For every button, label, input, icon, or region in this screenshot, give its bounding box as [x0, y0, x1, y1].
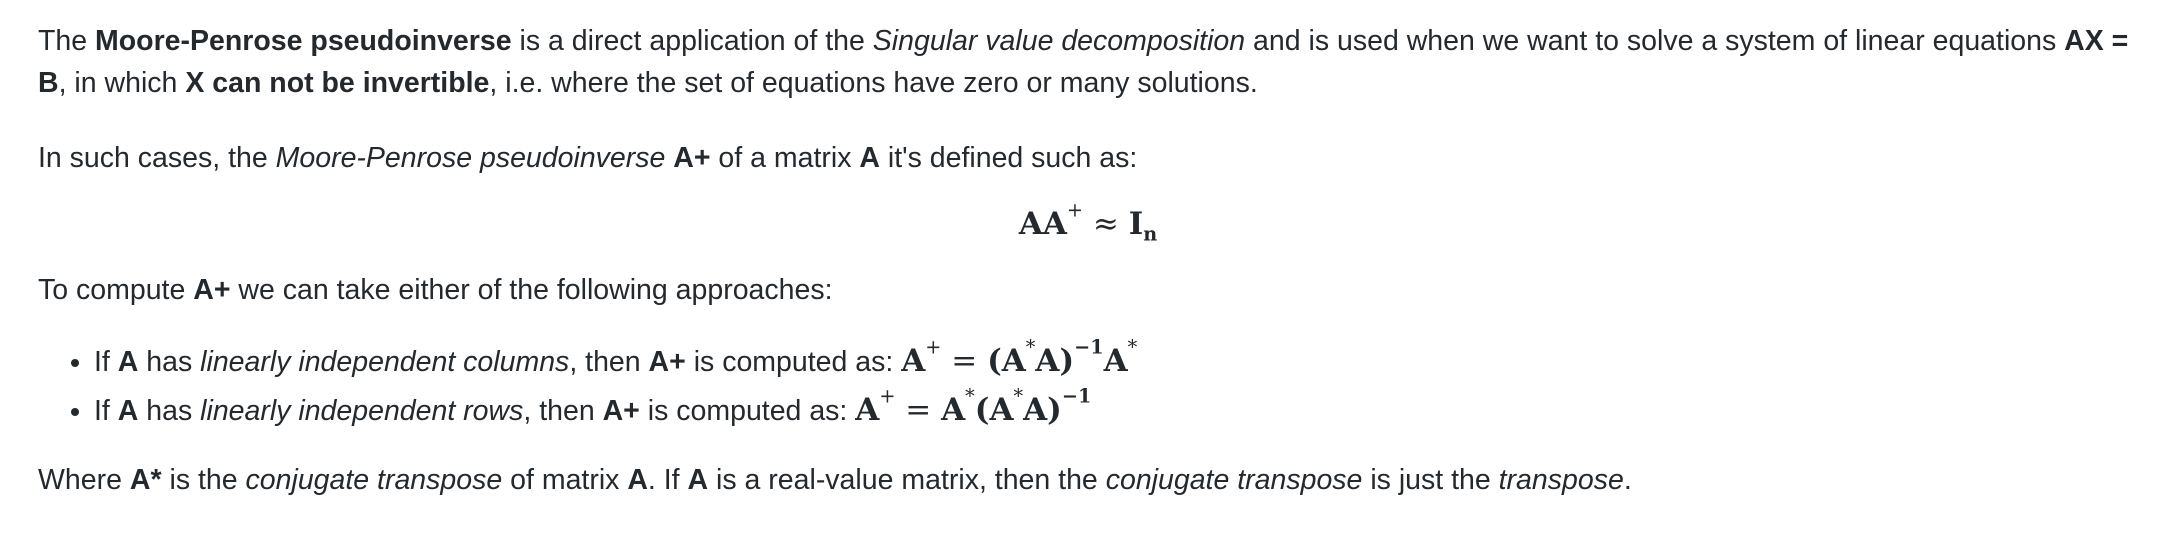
math-star: *	[965, 384, 975, 408]
eq-plus: +	[1066, 198, 1084, 222]
term-a: A	[859, 142, 880, 174]
paragraph-approaches	[38, 269, 2148, 311]
math-inverse: −1	[1074, 335, 1104, 359]
eq-subscript: n	[1143, 222, 1158, 246]
text: is just the	[1362, 464, 1499, 496]
math-star: *	[1127, 335, 1138, 359]
math-star: *	[1025, 335, 1036, 359]
term-a-plus: A+	[673, 142, 711, 174]
equation-ax-b: AX = B	[38, 25, 2129, 99]
text: The	[38, 25, 96, 57]
math-equals: =	[895, 392, 942, 428]
text: is computed as:	[639, 395, 856, 427]
formula-rows	[855, 384, 1092, 428]
text: Where	[38, 464, 130, 496]
text: is computed as:	[685, 346, 902, 378]
list-item	[94, 386, 2148, 435]
math-a: A	[1103, 343, 1128, 379]
term-moore-penrose: Moore-Penrose pseudoinverse	[275, 142, 666, 174]
math-a: A	[901, 343, 926, 379]
term-a-plus: A+	[648, 346, 686, 378]
paragraph-conjugate	[38, 459, 2148, 501]
text: , in which	[58, 67, 186, 99]
text: is a direct application of the	[511, 25, 873, 57]
math-a: A	[941, 392, 966, 428]
math-a: A	[855, 392, 880, 428]
term-a: A	[117, 346, 139, 378]
text: , then	[523, 395, 603, 427]
term-transpose: transpose	[1498, 464, 1624, 496]
math-plus: +	[925, 335, 942, 359]
term-independent-rows: linearly independent rows	[200, 395, 524, 427]
display-equation	[38, 198, 2148, 247]
math-equals: =	[941, 343, 988, 379]
formula-columns	[901, 335, 1138, 379]
term-not-invertible: X can not be invertible	[185, 67, 490, 99]
eq-lhs: AA	[1018, 206, 1067, 242]
math-close: A)	[1035, 343, 1075, 379]
math-close: A)	[1023, 392, 1062, 428]
text: .	[1623, 464, 1632, 496]
text: and is used when we want to solve a system of linear equations	[1245, 25, 2065, 57]
term-moore-penrose: Moore-Penrose pseudoinverse	[95, 25, 512, 57]
approaches-list	[38, 337, 2148, 435]
term-a: A	[117, 395, 139, 427]
text: , i.e. where the set of equations have zero or many solutions.	[489, 67, 1258, 99]
list-item	[94, 337, 2148, 386]
math-inverse: −1	[1061, 384, 1092, 408]
term-a-plus: A+	[602, 395, 640, 427]
paragraph-definition	[38, 137, 2148, 179]
math-plus: +	[879, 384, 896, 408]
term-a: A	[627, 464, 648, 496]
text: has	[138, 346, 201, 378]
term-a: A	[687, 464, 709, 496]
text: To compute	[38, 274, 194, 306]
eq-approx: ≈	[1083, 206, 1129, 242]
term-svd: Singular value decomposition	[872, 25, 1246, 57]
text: we can take either of the following approaches:	[230, 274, 833, 306]
math-open: (A	[987, 343, 1026, 379]
text: If	[94, 346, 118, 378]
text: of matrix	[502, 464, 628, 496]
text: it's defined such as:	[879, 142, 1138, 174]
text: of a matrix	[710, 142, 860, 174]
text: In such cases, the	[38, 142, 276, 174]
eq-rhs: I	[1128, 206, 1144, 242]
term-conjugate-transpose: conjugate transpose	[1105, 464, 1363, 496]
term-independent-columns: linearly independent columns	[200, 346, 570, 378]
math-star: *	[1013, 384, 1024, 408]
text: has	[138, 395, 201, 427]
term-a-plus: A+	[193, 274, 231, 306]
text: , then	[569, 346, 649, 378]
text: is a real-value matrix, then the	[708, 464, 1106, 496]
article-content	[38, 20, 2148, 501]
term-conjugate-transpose: conjugate transpose	[245, 464, 503, 496]
paragraph-intro	[38, 20, 2148, 104]
text: . If	[647, 464, 688, 496]
text: If	[94, 395, 118, 427]
text: is the	[161, 464, 246, 496]
math-open: (A	[974, 392, 1014, 428]
term-a-star: A*	[129, 464, 162, 496]
